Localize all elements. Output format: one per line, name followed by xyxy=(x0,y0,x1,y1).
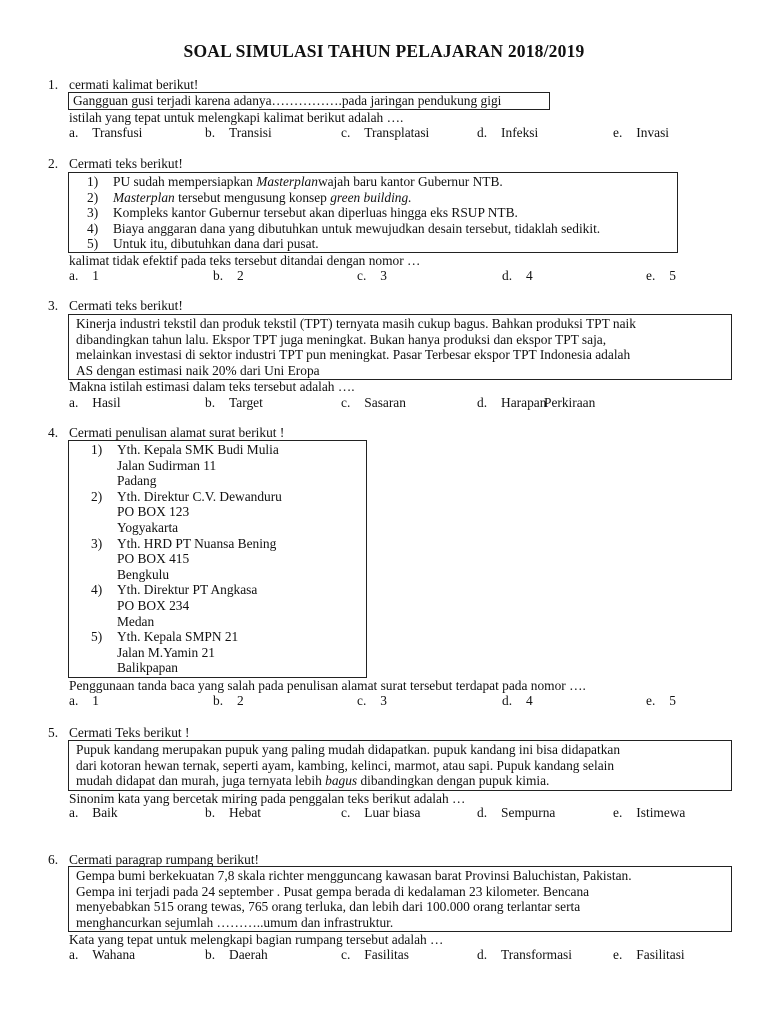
option-c[interactable] xyxy=(341,805,420,821)
option-letter: b. xyxy=(205,805,216,820)
item-number: 1) xyxy=(91,442,103,457)
question-prompt: Cermati paragrap rumpang berikut! xyxy=(69,852,259,867)
item-number: 1) xyxy=(87,174,99,189)
list-item xyxy=(69,190,677,206)
item-italic-text: green building. xyxy=(330,189,412,205)
option-text: Daerah xyxy=(229,947,268,962)
option-letter: d. xyxy=(477,125,488,140)
option-letter: e. xyxy=(613,805,623,820)
option-e[interactable] xyxy=(646,268,676,284)
text-line: dari kotoran hewan ternak, seperti ayam, kambing, kelinci, marmot, atau sapi. Pupuk kandang selain xyxy=(76,757,615,773)
option-text: 2 xyxy=(237,268,244,283)
sentence-list-box xyxy=(68,172,678,253)
option-text: 5 xyxy=(669,693,676,708)
text-line: AS dengan estimasi naik 20% dari Uni Eropa xyxy=(76,362,320,378)
item-italic-text: Masterplan xyxy=(113,189,175,205)
item-number: 5) xyxy=(87,236,99,252)
option-d[interactable] xyxy=(477,125,538,141)
question-6 xyxy=(48,852,738,967)
text-line: Gempa bumi berkekuatan 7,8 skala richter mengguncang kawasan barat Provinsi Baluchistan, Pakistan. xyxy=(76,868,632,883)
option-text: 4 xyxy=(526,693,533,708)
question-number: 2. xyxy=(48,156,59,171)
question-number: 4. xyxy=(48,425,59,440)
option-text: Transisi xyxy=(229,125,272,140)
sentence-list xyxy=(69,174,677,252)
options xyxy=(69,947,749,963)
question-prompt: Cermati penulisan alamat surat berikut ! xyxy=(69,425,285,440)
option-a[interactable] xyxy=(69,693,99,709)
option-text: Infeksi xyxy=(501,125,539,140)
item-number: 3) xyxy=(87,205,99,221)
option-e[interactable] xyxy=(613,947,685,963)
option-text: Transformasi xyxy=(501,947,572,962)
option-text: 5 xyxy=(669,268,676,283)
address-line: Yogyakarta xyxy=(117,519,179,535)
sentence-text: Gangguan gusi terjadi karena adanya…………….pada jaringan pendukung gigi xyxy=(73,93,502,108)
question-prompt: Cermati teks berikut! xyxy=(69,298,183,313)
option-d[interactable] xyxy=(502,268,533,284)
page-title: SOAL SIMULASI TAHUN PELAJARAN 2018/2019 xyxy=(183,41,585,61)
option-text: 1 xyxy=(92,268,99,283)
address-item xyxy=(69,629,366,676)
address-line: Yth. Direktur PT Angkasa xyxy=(117,582,258,598)
address-line: Jalan M.Yamin 21 xyxy=(117,644,215,660)
option-text: Invasi xyxy=(636,125,670,140)
text-line: menghancurkan sejumlah ………..umum dan infrastruktur. xyxy=(76,914,394,930)
option-text: Fasilitas xyxy=(364,947,409,962)
item-text: Untuk itu, dibutuhkan dana dari pusat. xyxy=(113,236,319,252)
text-line: menyebabkan 515 orang tewas, 765 orang terluka, dan lebih dari 100.000 orang terlantar serta xyxy=(76,899,581,915)
options xyxy=(69,268,749,284)
option-letter: d. xyxy=(477,395,488,410)
address-list xyxy=(69,442,366,676)
option-text: 2 xyxy=(237,693,244,708)
address-list-box xyxy=(68,440,367,678)
options xyxy=(69,125,749,141)
option-c[interactable] xyxy=(357,268,387,284)
address-line: Medan xyxy=(117,613,155,629)
address-line: Yth. Kepala SMK Budi Mulia xyxy=(117,442,279,457)
option-b[interactable] xyxy=(205,947,268,963)
option-c[interactable] xyxy=(341,125,429,141)
item-text: Biaya anggaran dana yang dibutuhkan untuk mewujudkan desain tersebut, tidaklah sedikit. xyxy=(113,220,601,236)
option-letter: e. xyxy=(646,268,656,283)
option-letter: b. xyxy=(205,947,216,962)
address-item xyxy=(69,442,366,489)
option-text: Sasaran xyxy=(364,395,406,410)
option-text: 3 xyxy=(380,693,387,708)
question-1 xyxy=(48,77,738,147)
option-letter: c. xyxy=(341,395,351,410)
option-letter: a. xyxy=(69,268,79,283)
item-text: PU sudah mempersiapkan xyxy=(113,174,257,189)
option-a[interactable] xyxy=(69,125,142,141)
option-c[interactable] xyxy=(341,947,409,963)
option-text: 3 xyxy=(380,268,387,283)
option-letter: a. xyxy=(69,125,79,140)
reading-text-box xyxy=(68,740,732,791)
option-letter: b. xyxy=(213,693,224,708)
question-stem: Sinonim kata yang bercetak miring pada penggalan teks berikut adalah … xyxy=(69,791,466,806)
option-b[interactable] xyxy=(205,125,272,141)
option-a[interactable] xyxy=(69,268,99,284)
option-b[interactable] xyxy=(213,268,244,284)
option-text: Hasil xyxy=(92,395,121,410)
address-line: Yth. Kepala SMPN 21 xyxy=(117,629,239,645)
option-letter: d. xyxy=(477,805,488,820)
option-letter: a. xyxy=(69,693,79,708)
option-letter: b. xyxy=(213,268,224,283)
option-letter: c. xyxy=(357,693,367,708)
sentence-box xyxy=(68,92,550,110)
options xyxy=(69,805,749,821)
question-number: 1. xyxy=(48,77,59,92)
question-stem: istilah yang tepat untuk melengkapi kalimat berikut adalah …. xyxy=(69,110,404,125)
options xyxy=(69,395,749,411)
address-line: Bengkulu xyxy=(117,566,170,582)
question-prompt: Cermati Teks berikut ! xyxy=(69,725,190,740)
option-text: 4 xyxy=(526,268,533,283)
list-item xyxy=(69,174,677,190)
question-3 xyxy=(48,298,738,413)
option-letter: a. xyxy=(69,805,79,820)
option-letter: c. xyxy=(341,125,351,140)
option-text: Perkiraan xyxy=(544,395,596,410)
option-text: Hebat xyxy=(229,805,262,820)
item-italic-text: Masterplan xyxy=(256,174,318,189)
option-e[interactable] xyxy=(613,125,669,141)
option-e[interactable] xyxy=(613,805,685,821)
option-text: Target xyxy=(229,395,263,410)
option-letter: d. xyxy=(477,947,488,962)
question-number: 5. xyxy=(48,725,59,740)
option-c[interactable] xyxy=(341,395,406,411)
option-text: Fasilitasi xyxy=(636,947,685,962)
text-segment: dibandingkan dengan pupuk kimia. xyxy=(357,773,550,789)
item-text: wajah baru kantor Gubernur NTB. xyxy=(317,174,503,189)
option-letter: a. xyxy=(69,395,79,410)
question-4 xyxy=(48,425,738,715)
option-letter: c. xyxy=(341,947,351,962)
option-e[interactable] xyxy=(544,395,595,411)
option-a[interactable] xyxy=(69,395,121,411)
option-text: Baik xyxy=(92,805,118,820)
option-letter: e. xyxy=(613,947,623,962)
option-d[interactable] xyxy=(477,805,555,821)
question-number: 3. xyxy=(48,298,59,313)
option-text: Transplatasi xyxy=(364,125,430,140)
address-line: PO BOX 234 xyxy=(117,597,190,613)
address-line: PO BOX 123 xyxy=(117,504,190,520)
item-text: Kompleks kantor Gubernur tersebut akan diperluas hingga eks RSUP NTB. xyxy=(113,205,518,221)
option-letter: b. xyxy=(205,395,216,410)
option-letter: b. xyxy=(205,125,216,140)
question-stem: Makna istilah estimasi dalam teks tersebut adalah …. xyxy=(69,379,355,394)
item-number: 2) xyxy=(87,189,99,205)
option-text: 1 xyxy=(92,693,99,708)
option-c[interactable] xyxy=(357,693,387,709)
address-item xyxy=(69,536,366,583)
option-b[interactable] xyxy=(205,805,261,821)
option-b[interactable] xyxy=(213,693,244,709)
option-d[interactable] xyxy=(477,947,572,963)
address-item xyxy=(69,582,366,629)
list-item xyxy=(69,221,677,237)
question-2 xyxy=(48,156,738,286)
option-d[interactable] xyxy=(477,395,546,411)
reading-text-box xyxy=(68,314,732,380)
italic-word: bagus xyxy=(325,773,358,789)
option-letter: a. xyxy=(69,947,79,962)
question-prompt: Cermati teks berikut! xyxy=(69,156,183,171)
option-letter: c. xyxy=(357,268,367,283)
option-a[interactable] xyxy=(69,947,135,963)
address-item xyxy=(69,489,366,536)
address-line: Yth. HRD PT Nuansa Bening xyxy=(117,535,277,551)
option-text: Harapan xyxy=(501,395,547,410)
address-line: PO BOX 415 xyxy=(117,551,190,567)
list-item xyxy=(69,205,677,221)
option-text: Wahana xyxy=(92,947,136,962)
address-line: Padang xyxy=(117,473,157,489)
option-b[interactable] xyxy=(205,395,263,411)
text-line: dibandingkan tahun lalu. Ekspor TPT juga meningkat. Bukan hanya produksi dan ekspor TPT saja, xyxy=(76,331,607,347)
item-number: 4) xyxy=(91,582,103,598)
item-number: 4) xyxy=(87,220,99,236)
option-letter: e. xyxy=(646,693,656,708)
list-item xyxy=(69,236,677,252)
question-number: 6. xyxy=(48,852,59,867)
text-line: Kinerja industri tekstil dan produk tekstil (TPT) ternyata masih cukup bagus. Bahkan produksi TPT naik xyxy=(76,316,636,331)
option-letter: d. xyxy=(502,693,513,708)
item-text: tersebut mengusung konsep xyxy=(174,189,331,205)
question-stem: Penggunaan tanda baca yang salah pada penulisan alamat surat tersebut terdapat pada nomor …. xyxy=(69,678,586,693)
option-letter: d. xyxy=(502,268,513,283)
option-d[interactable] xyxy=(502,693,533,709)
item-number: 5) xyxy=(91,629,103,645)
option-letter: e. xyxy=(613,125,623,140)
item-number: 2) xyxy=(91,488,103,504)
option-letter: c. xyxy=(341,805,351,820)
option-text: Luar biasa xyxy=(364,805,421,820)
text-line: melainkan investasi di sektor industri TPT pun meningkat. Pasar Terbesar ekspor TPT Indonesia adalah xyxy=(76,347,631,363)
address-line: Jalan Sudirman 11 xyxy=(117,457,217,473)
question-prompt: cermati kalimat berikut! xyxy=(69,77,199,92)
item-number: 3) xyxy=(91,535,103,551)
option-text: Istimewa xyxy=(636,805,686,820)
option-a[interactable] xyxy=(69,805,118,821)
option-text: Sempurna xyxy=(501,805,556,820)
question-5 xyxy=(48,725,738,825)
option-text: Transfusi xyxy=(92,125,143,140)
reading-text-box xyxy=(68,866,732,932)
options xyxy=(69,693,749,709)
address-line: Yth. Direktur C.V. Dewanduru xyxy=(117,488,282,504)
question-stem: kalimat tidak efektif pada teks tersebut ditandai dengan nomor … xyxy=(69,253,421,268)
option-e[interactable] xyxy=(646,693,676,709)
address-line: Balikpapan xyxy=(117,660,178,676)
text-segment: mudah didapat dan murah, juga ternyata lebih xyxy=(76,773,326,789)
text-line: Gempa ini terjadi pada 24 september . Pusat gempa berada di kedalaman 23 kilometer. Bencana xyxy=(76,883,590,899)
question-stem: Kata yang tepat untuk melengkapi bagian rumpang tersebut adalah … xyxy=(69,932,444,947)
text-line xyxy=(76,773,731,789)
text-line: Pupuk kandang merupakan pupuk yang paling mudah didapatkan. pupuk kandang ini bisa didapatkan xyxy=(76,742,621,757)
